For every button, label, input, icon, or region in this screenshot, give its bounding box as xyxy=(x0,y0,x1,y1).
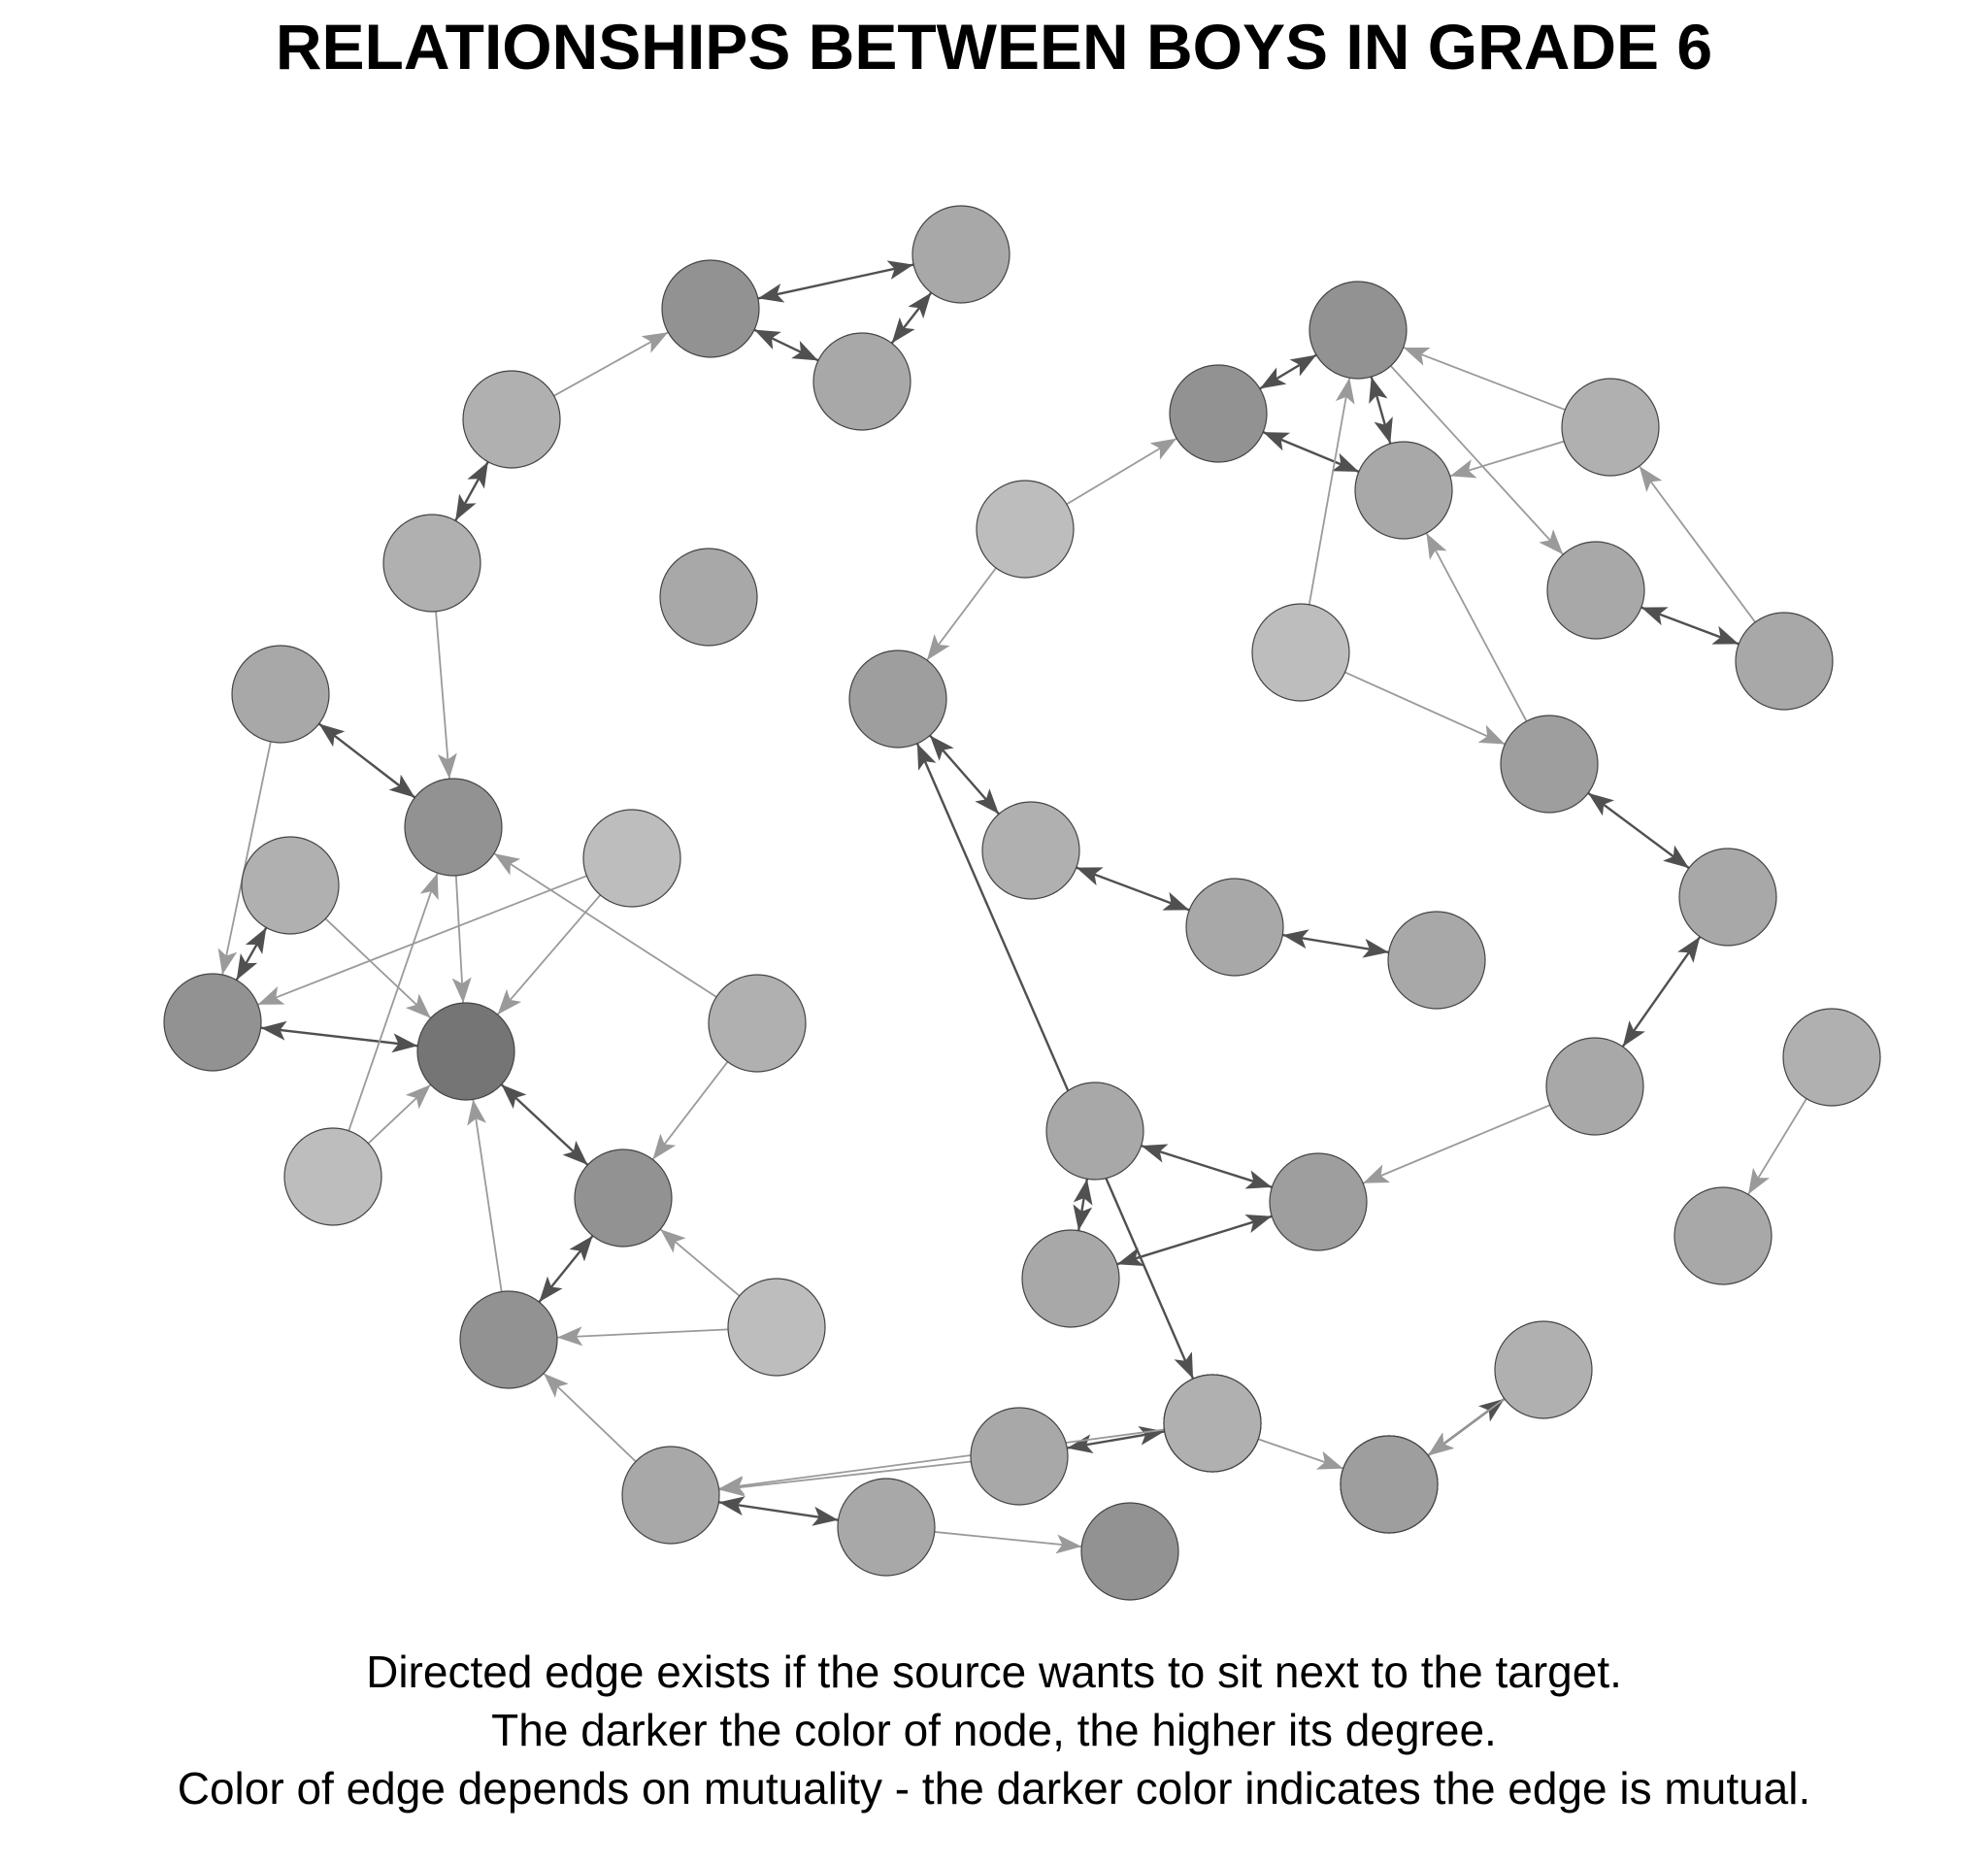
edge-n36-n39 xyxy=(1363,1105,1550,1182)
arrowhead-n4-n2 xyxy=(908,292,931,318)
arrowhead-n8-n7 xyxy=(319,723,346,747)
node-n42 xyxy=(1495,1321,1592,1418)
node-n40 xyxy=(1783,1009,1880,1106)
node-n38 xyxy=(1022,1230,1119,1327)
arrowhead-n10-n9 xyxy=(246,927,267,954)
edge-n5-n3 xyxy=(554,332,669,395)
edge-n33-n29 xyxy=(1640,466,1755,622)
node-n3 xyxy=(662,260,759,357)
edge-n19-n21 xyxy=(935,1532,1081,1547)
page-title: RELATIONSHIPS BETWEEN BOYS IN GRADE 6 xyxy=(275,11,1713,83)
node-n24 xyxy=(982,802,1079,899)
node-n22 xyxy=(977,481,1074,578)
node-n32 xyxy=(1252,604,1349,701)
edge-n44-n18 xyxy=(719,1462,972,1490)
arrowhead-n15-n17 xyxy=(539,1277,562,1303)
arrowhead-n27-n28 xyxy=(1290,355,1316,377)
node-n47 xyxy=(1341,1436,1438,1533)
node-n16 xyxy=(728,1279,825,1376)
node-n26 xyxy=(1388,912,1485,1009)
node-n15 xyxy=(575,1149,672,1247)
arrowhead-n5-n3 xyxy=(642,332,669,352)
node-n12 xyxy=(709,975,806,1072)
nodes-layer xyxy=(164,206,1880,1600)
edge-n17-n13 xyxy=(473,1099,501,1291)
node-n6 xyxy=(383,515,480,612)
node-n48 xyxy=(1164,1375,1261,1472)
node-n37 xyxy=(1046,1082,1143,1180)
node-n30 xyxy=(1355,442,1452,539)
node-n18 xyxy=(622,1447,719,1544)
edge-n9-n13 xyxy=(325,918,430,1017)
node-n7 xyxy=(232,646,329,743)
node-n11 xyxy=(583,810,680,907)
node-n13 xyxy=(417,1003,514,1100)
arrowhead-n12-n15 xyxy=(652,1134,676,1160)
edge-n37-n39 xyxy=(1142,1146,1273,1187)
arrowhead-n28-n27 xyxy=(1260,367,1286,388)
arrowhead-n5-n6 xyxy=(455,494,476,521)
caption-edge-direction: Directed edge exists if the source wants to sit next to the target. xyxy=(366,1647,1622,1697)
arrowhead-n35-n36 xyxy=(1623,1020,1645,1047)
node-n29 xyxy=(1562,379,1659,476)
node-n19 xyxy=(838,1479,935,1576)
caption-edge-color: Color of edge depends on mutuality - the darker color indicates the edge is mutual. xyxy=(177,1763,1811,1814)
node-n4 xyxy=(813,333,911,430)
node-n2 xyxy=(912,206,1010,303)
node-n39 xyxy=(1270,1153,1367,1250)
node-n5 xyxy=(463,371,560,468)
arrowhead-n12-n8 xyxy=(494,853,520,876)
edge-n6-n8 xyxy=(436,612,449,779)
edge-n10-n13 xyxy=(261,1028,418,1047)
caption-node-color: The darker the color of node, the higher its degree. xyxy=(491,1705,1497,1755)
edge-n38-n39 xyxy=(1117,1216,1272,1264)
node-n25 xyxy=(1186,879,1283,976)
node-n41 xyxy=(1674,1187,1772,1284)
node-n8 xyxy=(405,779,502,876)
edge-n29-n28 xyxy=(1404,348,1566,410)
edge-n35-n36 xyxy=(1623,937,1701,1047)
node-n28 xyxy=(1309,282,1407,379)
edge-n2-n3 xyxy=(758,265,913,299)
node-n31 xyxy=(1547,542,1644,639)
arrowhead-n11-n13 xyxy=(498,989,522,1015)
arrowhead-n16-n15 xyxy=(660,1229,685,1252)
arrowhead-n34-n30 xyxy=(1426,533,1446,560)
arrowhead-n34-n35 xyxy=(1663,846,1689,869)
node-n34 xyxy=(1501,716,1598,813)
node-n23 xyxy=(849,650,946,748)
arrowhead-n36-n35 xyxy=(1677,937,1700,963)
node-n35 xyxy=(1679,849,1776,946)
node-n44 xyxy=(971,1408,1068,1505)
node-n1 xyxy=(660,549,757,646)
arrowhead-n35-n34 xyxy=(1588,793,1614,816)
arrowhead-n22-n23 xyxy=(927,634,950,660)
node-n21 xyxy=(1081,1503,1178,1600)
arrowhead-n9-n10 xyxy=(237,953,258,981)
edge-n48-n18 xyxy=(719,1430,1165,1489)
node-n14 xyxy=(284,1128,381,1225)
edge-n32-n34 xyxy=(1345,672,1506,744)
arrowhead-n2-n4 xyxy=(892,317,915,344)
edge-n32-n28 xyxy=(1309,378,1350,605)
node-n27 xyxy=(1170,365,1267,462)
edge-n34-n30 xyxy=(1426,533,1526,721)
arrowhead-n33-n29 xyxy=(1640,466,1663,492)
node-n10 xyxy=(164,974,261,1071)
arrowhead-n22-n27 xyxy=(1150,439,1176,460)
arrowhead-n42-n47 xyxy=(1428,1433,1454,1456)
arrowhead-n6-n5 xyxy=(467,462,487,489)
node-n36 xyxy=(1546,1038,1643,1135)
arrowhead-n7-n8 xyxy=(389,775,415,798)
node-n33 xyxy=(1736,613,1833,710)
edge-n16-n17 xyxy=(557,1329,728,1337)
node-n9 xyxy=(242,837,339,934)
arrowhead-n17-n15 xyxy=(569,1236,592,1262)
arrowhead-n40-n41 xyxy=(1748,1168,1770,1194)
node-n17 xyxy=(460,1291,557,1388)
